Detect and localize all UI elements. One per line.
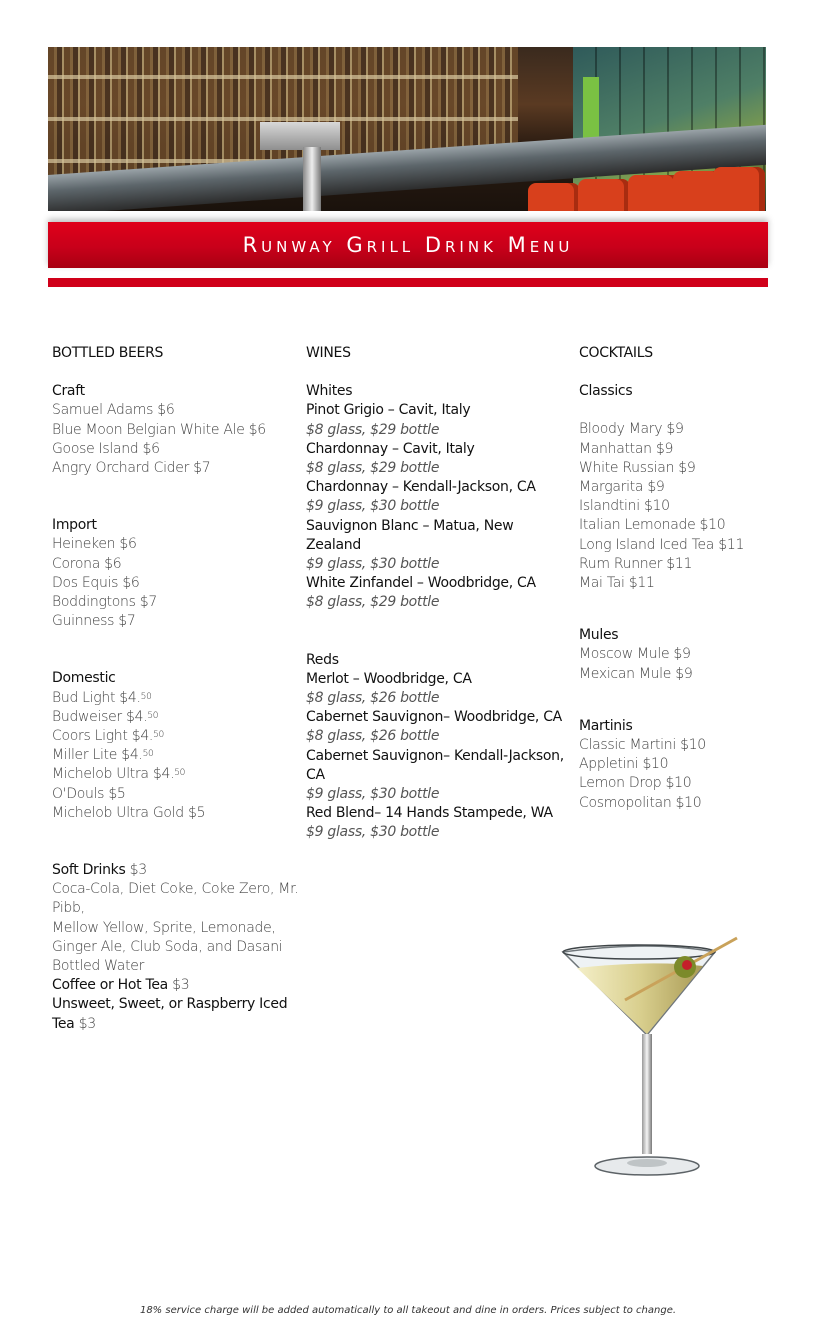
wine-name: Cabernet Sauvignon– Kendall-Jackson, CA [306, 747, 564, 783]
soft-drinks-list: Coca-Cola, Diet Coke, Coke Zero, Mr. Pibb, [52, 881, 299, 917]
beers-column [52, 344, 302, 1034]
list-item: Heineken $6 [52, 536, 137, 553]
list-item: Angry Orchard Cider $7 [52, 460, 211, 477]
import-title: Import [52, 517, 97, 534]
soft-drinks-list: Mellow Yellow, Sprite, Lemonade, Ginger Ale, Club Soda, and Dasani Bottled Water [52, 919, 283, 975]
list-item: Long Island Iced Tea $11 [579, 536, 745, 553]
mules-title: Mules [579, 627, 619, 644]
page-title: Runway Grill Drink Menu [242, 233, 574, 257]
classics-title: Classics [579, 383, 633, 400]
martinis-title: Martinis [579, 717, 633, 734]
iced-tea-line: Unsweet, Sweet, or Raspberry Iced Tea $3 [52, 996, 288, 1032]
list-item: Guinness $7 [52, 613, 136, 630]
wine-name: Chardonnay – Cavit, Italy [306, 440, 475, 457]
wine-price: $8 glass, $29 bottle [306, 594, 440, 611]
list-item: Cosmopolitan $10 [579, 794, 702, 811]
bar-stools [528, 167, 766, 211]
list-item: White Russian $9 [579, 459, 696, 476]
wine-name: Merlot – Woodbridge, CA [306, 670, 472, 687]
shelf-line [48, 117, 518, 121]
list-item: Margarita $9 [579, 479, 665, 496]
list-item: Coors Light $4.50 [52, 728, 164, 745]
list-item: Lemon Drop $10 [579, 775, 692, 792]
wine-price: $9 glass, $30 bottle [306, 556, 440, 573]
list-item: Bloody Mary $9 [579, 421, 684, 438]
list-item: Boddingtons $7 [52, 594, 157, 611]
beer-tap-post [303, 147, 321, 211]
soft-drinks-title: Soft Drinks $3 [52, 862, 147, 879]
wine-price: $8 glass, $26 bottle [306, 728, 440, 745]
wine-name: Chardonnay – Kendall-Jackson, CA [306, 479, 536, 496]
list-item: Blue Moon Belgian White Ale $6 [52, 421, 266, 438]
wines-heading: WINES [306, 345, 351, 361]
title-banner [48, 222, 768, 268]
wine-price: $9 glass, $30 bottle [306, 498, 440, 515]
list-item: Mexican Mule $9 [579, 665, 693, 682]
list-item: Bud Light $4.50 [52, 689, 152, 706]
beers-heading: BOTTLED BEERS [52, 345, 164, 361]
list-item: O'Douls $5 [52, 785, 126, 802]
martini-glass-image [555, 930, 745, 1180]
list-item: Mai Tai $11 [579, 575, 655, 592]
shelf-line [48, 75, 518, 79]
list-item: Samuel Adams $6 [52, 402, 175, 419]
list-item: Manhattan $9 [579, 440, 674, 457]
coffee-line: Coffee or Hot Tea $3 [52, 977, 190, 994]
wine-price: $9 glass, $30 bottle [306, 786, 440, 803]
wine-name: White Zinfandel – Woodbridge, CA [306, 575, 536, 592]
craft-title: Craft [52, 383, 85, 400]
footer-note: 18% service charge will be added automatically to all takeout and dine in orders. Prices subject to change. [139, 1305, 677, 1316]
list-item: Corona $6 [52, 555, 122, 572]
list-item: Michelob Ultra $4.50 [52, 766, 186, 783]
cocktails-heading: COCKTAILS [579, 345, 653, 361]
hero-bar-photo [48, 47, 766, 211]
wine-price: $9 glass, $30 bottle [306, 824, 440, 841]
list-item: Miller Lite $4.50 [52, 747, 154, 764]
domestic-title: Domestic [52, 670, 116, 687]
list-item: Appletini $10 [579, 756, 669, 773]
list-item: Classic Martini $10 [579, 737, 706, 754]
list-item: Italian Lemonade $10 [579, 517, 726, 534]
beer-tap [260, 122, 340, 150]
list-item: Rum Runner $11 [579, 555, 693, 572]
wine-price: $8 glass, $29 bottle [306, 421, 440, 438]
list-item: Goose Island $6 [52, 440, 160, 457]
wine-price: $8 glass, $26 bottle [306, 690, 440, 707]
list-item: Islandtini $10 [579, 498, 670, 515]
list-item: Dos Equis $6 [52, 574, 140, 591]
title-rule [48, 278, 768, 287]
whites-title: Whites [306, 383, 353, 400]
wine-price: $8 glass, $29 bottle [306, 460, 440, 477]
reds-title: Reds [306, 651, 339, 668]
wines-column [306, 344, 568, 843]
list-item: Moscow Mule $9 [579, 646, 691, 663]
wine-name: Red Blend– 14 Hands Stampede, WA [306, 805, 553, 822]
cocktails-column [579, 344, 769, 813]
list-item: Budweiser $4.50 [52, 708, 159, 725]
wine-name: Cabernet Sauvignon– Woodbridge, CA [306, 709, 562, 726]
list-item: Michelob Ultra Gold $5 [52, 804, 206, 821]
wine-name: Pinot Grigio – Cavit, Italy [306, 402, 471, 419]
wine-name: Sauvignon Blanc – Matua, New Zealand [306, 517, 514, 553]
